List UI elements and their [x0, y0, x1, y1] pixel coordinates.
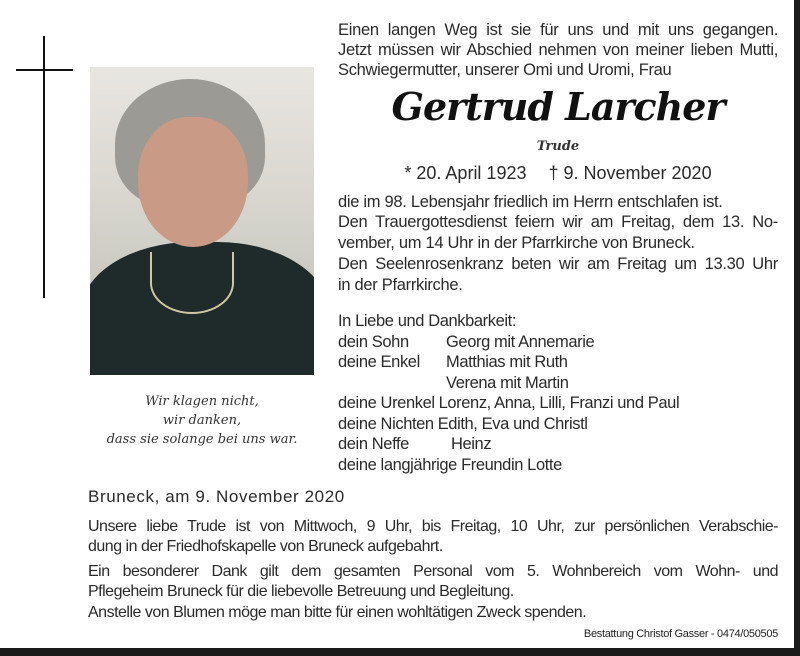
- memorial-quote: [90, 392, 314, 449]
- note-line: Ein besonderer Dank gilt dem gesamten Personal vom 5. Wohnbereich vom Wohn- und: [88, 563, 778, 580]
- place-date: Bruneck, am 9. November 2020: [88, 487, 345, 506]
- mourner-names: Verena mit Martin: [446, 374, 569, 392]
- mourner-relation: dein Neffe: [338, 435, 409, 453]
- cross-vertical-bar: [43, 36, 45, 298]
- mourner-names: Matthias mit Ruth: [446, 353, 568, 371]
- quote-line: dass sie solange bei uns war.: [106, 432, 298, 447]
- service-line: vember, um 14 Uhr in der Pfarrkirche von Bruneck.: [338, 234, 695, 252]
- mourner-row: [338, 353, 568, 372]
- mourner-relation: deine Urenkel: [338, 394, 435, 412]
- mourner-relation: dein Sohn: [338, 333, 409, 351]
- death-date: † 9. November 2020: [548, 163, 712, 183]
- service-line: Den Seelenrosenkranz beten wir am Freitag um 13.30 Uhr: [338, 255, 778, 273]
- mourner-names: Edith, Eva und Christl: [437, 415, 588, 433]
- cross-horizontal-bar: [16, 69, 73, 71]
- mourner-row: [338, 415, 588, 434]
- note-line: Unsere liebe Trude ist von Mittwoch, 9 Uhr, bis Freitag, 10 Uhr, zur persönlichen Verabschie-: [88, 518, 778, 535]
- intro-line: Jetzt müssen wir Abschied nehmen von meiner lieben Mutti,: [338, 41, 778, 59]
- note-line: dung in der Friedhofskapelle von Bruneck aufgebahrt.: [88, 538, 443, 555]
- deceased-nickname: Trude: [536, 139, 580, 154]
- photo-necklace: [150, 252, 234, 314]
- note-line: Anstelle von Blumen möge man bitte für einen wohltätigen Zweck spenden.: [88, 604, 587, 621]
- service-line: die im 98. Lebensjahr friedlich im Herrn entschlafen ist.: [338, 193, 723, 211]
- intro-line: Schwiegermutter, unserer Omi und Uromi, Frau: [338, 61, 672, 79]
- mourner-row: [338, 394, 679, 413]
- service-line: in der Pfarrkirche.: [338, 276, 463, 294]
- frame-border-right: [794, 0, 800, 656]
- quote-line: Wir klagen nicht,: [145, 394, 259, 409]
- service-line: Den Trauergottesdienst feiern wir am Freitag, dem 13. No-: [338, 213, 778, 231]
- intro-line: Einen langen Weg ist sie für uns und mit uns gegangen.: [338, 21, 778, 39]
- mourner-row: [338, 435, 491, 454]
- photo-face: [138, 117, 248, 247]
- mourner-relation: deine Nichten: [338, 415, 434, 433]
- mourners-heading: In Liebe und Dankbarkeit:: [338, 312, 517, 330]
- mourner-row: [338, 333, 594, 352]
- frame-border-bottom: [0, 648, 800, 656]
- funeral-home-credit: Bestattung Christof Gasser - 0474/050505: [583, 628, 778, 640]
- quote-line: wir danken,: [162, 413, 242, 428]
- mourner-names: Georg mit Annemarie: [446, 333, 595, 351]
- life-dates: [338, 163, 778, 184]
- mourner-row: [338, 456, 562, 475]
- birth-date: * 20. April 1923: [404, 163, 527, 183]
- portrait-photo: [90, 67, 314, 375]
- mourner-names: Lorenz, Anna, Lilli, Franzi und Paul: [438, 394, 680, 412]
- mourner-row: [338, 374, 569, 393]
- mourner-relation: deine langjährige Freundin Lotte: [338, 456, 562, 474]
- mourner-names: Heinz: [451, 435, 492, 453]
- deceased-name: Gertrud Larcher: [391, 84, 725, 129]
- mourner-relation: deine Enkel: [338, 353, 420, 371]
- note-line: Pflegeheim Bruneck für die liebevolle Betreuung und Begleitung.: [88, 583, 514, 600]
